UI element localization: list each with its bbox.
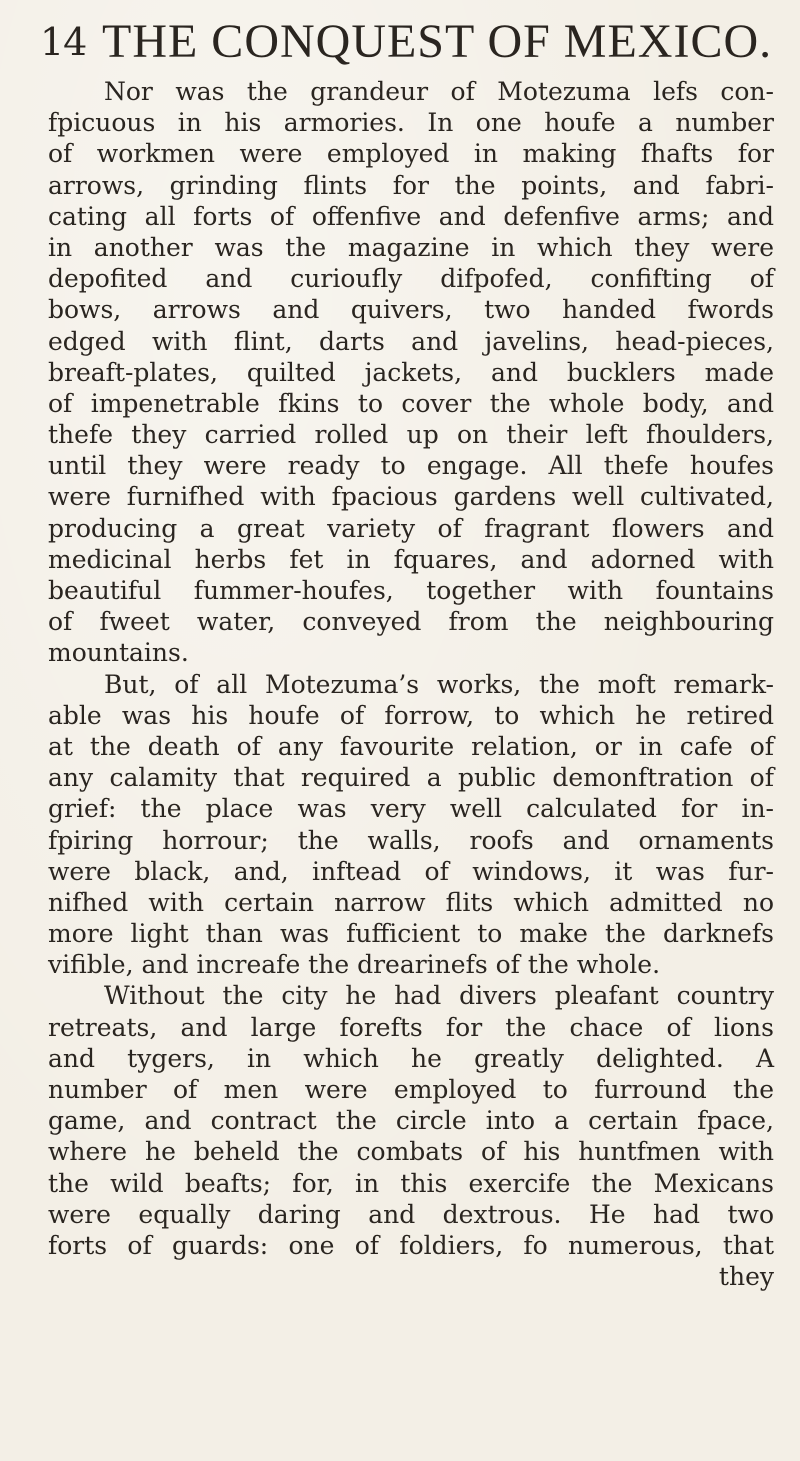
body-text — [48, 76, 774, 1292]
text-line: fpicuous in his armories. In one houfe a number — [48, 108, 774, 138]
text-line: beautiful fummer-houfes, together with fountains — [48, 576, 774, 605]
text-line: cating all forts of offenfive and defenfive arms; and — [48, 201, 774, 231]
text-line: number of men were employed to furround the — [48, 1075, 774, 1104]
text-line: bows, arrows and quivers, two handed fwords — [48, 295, 774, 325]
text-line: grief: the place was very well calculated for in- — [48, 794, 774, 824]
text-line: of impenetrable fkins to cover the whole body, and — [48, 388, 774, 418]
text-line: arrows, grinding flints for the points, and fabri- — [48, 170, 774, 200]
text-line: of workmen were employed in making fhafts for — [48, 139, 774, 169]
text-line: at the death of any favourite relation, or in cafe of — [48, 731, 774, 761]
text-line: mountains. — [48, 638, 189, 668]
text-line: depofited and curioufly difpofed, confifting of — [48, 264, 774, 294]
text-line: the wild beafts; for, in this exercife the Mexicans — [48, 1168, 774, 1198]
text-line: producing a great variety of fragrant flowers and — [48, 513, 774, 543]
text-line: able was his houfe of forrow, to which he retired — [48, 700, 774, 730]
text-line: Without the city he had divers pleafant country — [104, 981, 774, 1011]
page-header — [40, 8, 773, 78]
paragraph-country-retreats — [48, 980, 774, 1292]
text-line: were furnifhed with fpacious gardens well cultivated, — [48, 482, 774, 512]
text-line: retreats, and large forefts for the chace of lions — [48, 1012, 774, 1042]
text-line: fpiring horrour; the walls, roofs and ornaments — [48, 825, 774, 855]
text-line: in another was the magazine in which they were — [48, 232, 774, 262]
text-line: medicinal herbs fet in fquares, and adorned with — [48, 544, 774, 574]
text-line: edged with flint, darts and javelins, head-pieces, — [48, 326, 774, 356]
text-line: where he beheld the combats of his huntfmen with — [48, 1137, 774, 1167]
text-line: Nor was the grandeur of Motezuma lefs con- — [104, 77, 774, 106]
text-line: any calamity that required a public demonftration of — [48, 763, 774, 793]
text-line: breaft-plates, quilted jackets, and bucklers made — [48, 357, 774, 387]
page-number: 14 — [40, 20, 87, 64]
paragraph-armories — [48, 76, 774, 669]
text-line: thefe they carried rolled up on their left fhoulders, — [48, 420, 774, 450]
running-title: THE CONQUEST OF MEXICO. — [102, 15, 773, 68]
text-line: game, and contract the circle into a certain fpace, — [48, 1106, 774, 1136]
catchword: they — [718, 1262, 774, 1292]
text-line: But, of all Motezuma’s works, the moft remark- — [104, 669, 774, 699]
text-line: were black, and, inftead of windows, it was fur- — [48, 856, 774, 886]
text-line: forts of guards: one of foldiers, fo numerous, that — [48, 1230, 774, 1260]
text-line: of fweet water, conveyed from the neighbouring — [48, 607, 774, 637]
text-line: more light than was fufficient to make the darknefs — [48, 919, 774, 949]
text-line: vifible, and increafe the drearinefs of the whole. — [48, 950, 661, 980]
text-line: until they were ready to engage. All thefe houfes — [48, 451, 774, 481]
text-line: and tygers, in which he greatly delighted. A — [48, 1043, 774, 1073]
paragraph-house-of-sorrow — [48, 669, 774, 981]
text-line: were equally daring and dextrous. He had two — [48, 1199, 774, 1229]
text-line: nifhed with certain narrow flits which admitted no — [48, 887, 774, 917]
